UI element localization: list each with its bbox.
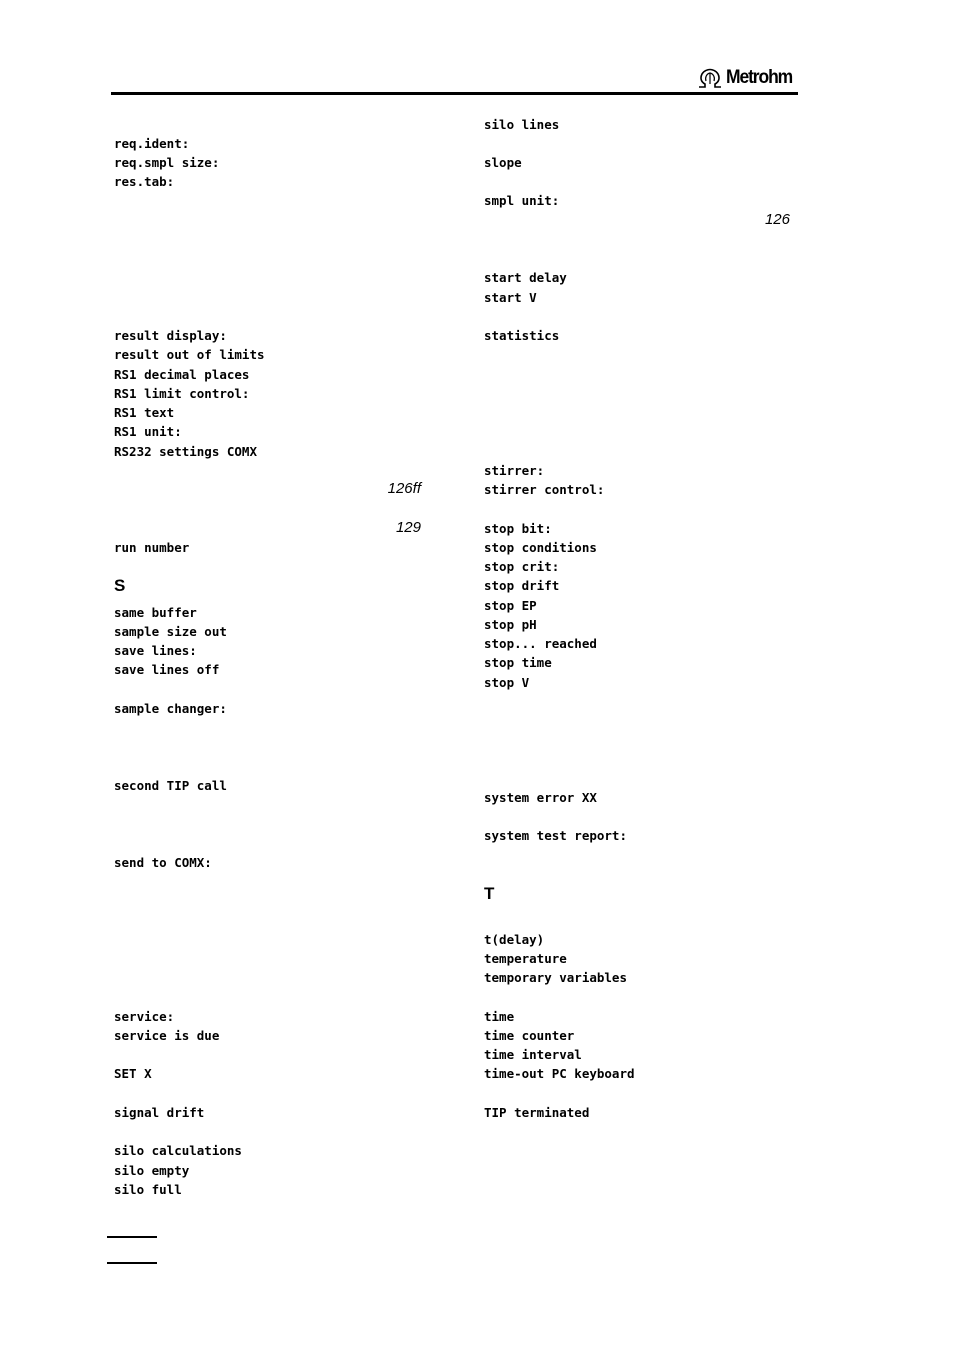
- index-entry: SET X: [114, 1066, 152, 1081]
- index-entry: time interval: [484, 1047, 582, 1062]
- index-entry: RS1 unit:: [114, 424, 182, 439]
- index-entry: service:: [114, 1009, 175, 1024]
- index-entry: send to COMX:: [114, 855, 212, 870]
- index-entry: req.ident:: [114, 136, 190, 151]
- index-entry: smpl unit:: [484, 193, 560, 208]
- index-entry: service is due: [114, 1028, 220, 1043]
- index-entry: stop conditions: [484, 540, 597, 555]
- section-letter: T: [484, 884, 495, 903]
- index-entry: t(delay): [484, 932, 545, 947]
- index-entry: save lines:: [114, 643, 197, 658]
- index-entry: time: [484, 1009, 515, 1024]
- index-entry: res.tab:: [114, 174, 175, 189]
- index-entry: slope: [484, 155, 522, 170]
- index-entry: silo calculations: [114, 1143, 242, 1158]
- index-entry: start delay: [484, 270, 567, 285]
- footer-rule: [107, 1236, 157, 1238]
- index-entry: silo lines: [484, 117, 560, 132]
- index-entry: stop time: [484, 655, 552, 670]
- index-entry: save lines off: [114, 662, 220, 677]
- index-entry: temporary variables: [484, 970, 627, 985]
- index-entry: RS1 text: [114, 405, 175, 420]
- index-entry: RS1 limit control:: [114, 386, 250, 401]
- index-entry: run number: [114, 540, 190, 555]
- index-entry: stop drift: [484, 578, 560, 593]
- section-letter: S: [114, 576, 126, 595]
- index-entry: stirrer:: [484, 463, 545, 478]
- index-entry: second TIP call: [114, 778, 227, 793]
- index-entry: TIP terminated: [484, 1105, 590, 1120]
- page-reference: 126: [764, 211, 790, 228]
- index-entry: start V: [484, 290, 537, 305]
- index-entry: signal drift: [114, 1105, 205, 1120]
- index-entry: silo full: [114, 1182, 182, 1197]
- index-entry: stop bit:: [484, 521, 552, 536]
- index-entry: same buffer: [114, 605, 197, 620]
- footer-rule: [107, 1262, 157, 1264]
- index-entry: silo empty: [114, 1163, 190, 1178]
- index-entry: system test report:: [484, 828, 627, 843]
- index-entry: temperature: [484, 951, 567, 966]
- index-entry: stop crit:: [484, 559, 560, 574]
- index-entry: stop V: [484, 675, 530, 690]
- index-entry: system error XX: [484, 790, 597, 805]
- index-entry: stirrer control:: [484, 482, 605, 497]
- page-reference: 126ff: [387, 480, 421, 497]
- index-entry: result out of limits: [114, 347, 265, 362]
- index-entry: RS1 decimal places: [114, 367, 250, 382]
- metrohm-logo: [697, 66, 798, 90]
- index-entry: time-out PC keyboard: [484, 1066, 635, 1081]
- index-entry: stop... reached: [484, 636, 597, 651]
- index-entry: sample changer:: [114, 701, 227, 716]
- index-entry: stop EP: [484, 598, 537, 613]
- index-entry: statistics: [484, 328, 560, 343]
- omega-icon: [697, 68, 723, 88]
- index-entry: req.smpl size:: [114, 155, 220, 170]
- index-entry: RS232 settings COMX: [114, 444, 257, 459]
- index-entry: sample size out: [114, 624, 227, 639]
- index-entry: stop pH: [484, 617, 537, 632]
- index-entry: result display:: [114, 328, 227, 343]
- index-entry: time counter: [484, 1028, 575, 1043]
- brand-name: Metrohm: [726, 67, 793, 88]
- header-rule: [111, 92, 798, 95]
- page-reference: 129: [395, 519, 421, 536]
